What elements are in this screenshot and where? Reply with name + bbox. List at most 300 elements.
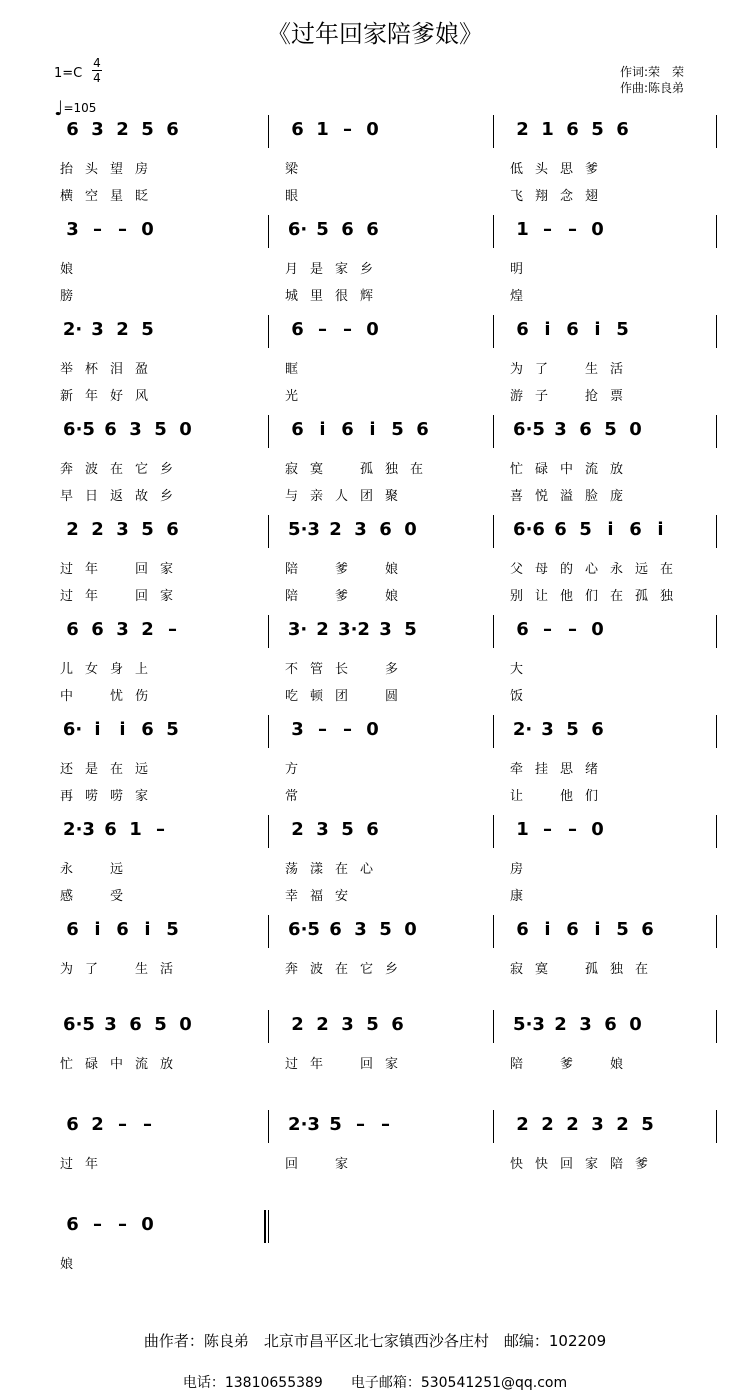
barline xyxy=(716,915,717,948)
lyric-char: 活 xyxy=(160,962,174,977)
note: 6 xyxy=(366,819,379,840)
lyrics-verse-2 xyxy=(510,385,635,404)
lyric-char: 受 xyxy=(110,889,124,904)
barline xyxy=(716,1010,717,1043)
note: 2 xyxy=(316,619,329,640)
note: – xyxy=(568,619,577,640)
lyric-char: 忙 xyxy=(60,1057,74,1072)
lyric-char: 它 xyxy=(135,462,149,477)
lyric-char: 家 xyxy=(385,1057,399,1072)
barline xyxy=(716,715,717,748)
note: 6 xyxy=(391,1014,404,1035)
lyric-char: 过 xyxy=(60,589,74,604)
lyric-char: 让 xyxy=(535,589,549,604)
note: 3 xyxy=(66,219,79,240)
lyric-char: 在 xyxy=(610,589,624,604)
lyric-char: 远 xyxy=(135,762,149,777)
note: i xyxy=(144,919,151,940)
note: i xyxy=(544,319,551,340)
notes-row xyxy=(510,318,635,342)
lyric-char: 溢 xyxy=(560,489,574,504)
lyrics-verse-2 xyxy=(285,385,310,404)
lyric-char: 故 xyxy=(135,489,149,504)
lyric-char: 让 xyxy=(510,789,524,804)
lyric-char: 娘 xyxy=(385,562,399,577)
lyric-char: 为 xyxy=(510,362,524,377)
note: i xyxy=(94,719,101,740)
note: 2· xyxy=(62,319,83,340)
lyric-char: 回 xyxy=(360,1057,374,1072)
notes-row xyxy=(285,1113,398,1137)
note: 6 xyxy=(291,419,304,440)
note: 0 xyxy=(404,919,417,940)
lyric-char: 安 xyxy=(335,889,349,904)
note: – xyxy=(343,719,352,740)
note: 0 xyxy=(591,219,604,240)
lyrics-verse-2 xyxy=(285,785,310,804)
lyric-char: 头 xyxy=(85,162,99,177)
lyric-char: 团 xyxy=(360,489,374,504)
lyric-char: 身 xyxy=(110,662,124,677)
note: 6 xyxy=(66,919,79,940)
note: 2 xyxy=(554,1014,567,1035)
lyric-char: 回 xyxy=(560,1157,574,1172)
lyric-char: 悦 xyxy=(535,489,549,504)
note: 2 xyxy=(566,1114,579,1135)
lyric-char: 独 xyxy=(610,962,624,977)
note: 5 xyxy=(616,919,629,940)
footer-contact: 电话：13810655389 电子邮箱：530541251@qq.com xyxy=(182,1375,568,1391)
lyric-char: 眶 xyxy=(285,362,299,377)
barline xyxy=(716,815,717,848)
lyric-char: 奔 xyxy=(60,462,74,477)
lyric-char: 波 xyxy=(85,462,99,477)
note: 0 xyxy=(366,319,379,340)
note: 6 xyxy=(166,119,179,140)
lyric-char: 梁 xyxy=(285,162,299,177)
notes-row xyxy=(285,418,435,442)
barline xyxy=(716,1110,717,1143)
lyric-char: 他 xyxy=(560,789,574,804)
lyric-char: 早 xyxy=(60,489,74,504)
note: 3 xyxy=(291,719,304,740)
score-system xyxy=(0,819,750,926)
lyrics-verse-2 xyxy=(510,185,610,204)
lyric-char: 喜 xyxy=(510,489,524,504)
lyric-char: 心 xyxy=(585,562,599,577)
note: – xyxy=(118,1214,127,1235)
barline xyxy=(268,315,269,348)
lyric-char: 在 xyxy=(660,562,674,577)
lyric-char: 活 xyxy=(610,362,624,377)
notes-row xyxy=(60,218,160,242)
lyric-char: 票 xyxy=(610,389,624,404)
note: 5 xyxy=(154,1014,167,1035)
barline xyxy=(268,915,269,948)
lyric-char: 上 xyxy=(135,662,149,677)
lyric-char: 不 xyxy=(285,662,299,677)
note: – xyxy=(568,219,577,240)
lyric-char: 多 xyxy=(385,662,399,677)
lyric-char: 永 xyxy=(610,562,624,577)
notes-row xyxy=(60,618,185,642)
note: 0 xyxy=(591,619,604,640)
lyric-char: 家 xyxy=(335,262,349,277)
note: 5 xyxy=(616,319,629,340)
notes-row xyxy=(60,1213,160,1237)
barline xyxy=(268,715,269,748)
lyric-char: 家 xyxy=(135,789,149,804)
note: 6 xyxy=(129,1014,142,1035)
lyric-char: 放 xyxy=(160,1057,174,1072)
notes-row xyxy=(510,418,648,442)
lyric-char: 念 xyxy=(560,189,574,204)
note: 6 xyxy=(141,719,154,740)
note: 3 xyxy=(354,519,367,540)
lyric-char: 回 xyxy=(135,589,149,604)
lyric-char: 方 xyxy=(285,762,299,777)
lyric-char: 吃 xyxy=(285,689,299,704)
barline xyxy=(493,215,494,248)
lyric-char: 爹 xyxy=(635,1157,649,1172)
note: 2 xyxy=(516,119,529,140)
note: 6 xyxy=(554,519,567,540)
barline xyxy=(493,415,494,448)
lyric-char: 忙 xyxy=(510,462,524,477)
barline xyxy=(268,215,269,248)
lyric-char: 明 xyxy=(510,262,524,277)
lyric-char: 孤 xyxy=(635,589,649,604)
note: 2 xyxy=(116,319,129,340)
barline xyxy=(716,415,717,448)
lyrics-verse-1 xyxy=(285,258,385,277)
lyric-char: 们 xyxy=(585,789,599,804)
note: 6 xyxy=(579,419,592,440)
note: 5 xyxy=(604,419,617,440)
lyric-char: 生 xyxy=(585,362,599,377)
note: 2 xyxy=(291,819,304,840)
notes-row xyxy=(510,518,673,542)
lyric-char: 流 xyxy=(135,1057,149,1072)
note: – xyxy=(568,819,577,840)
lyric-char: 寂 xyxy=(510,962,524,977)
notes-row xyxy=(510,618,610,642)
lyric-char: 永 xyxy=(60,862,74,877)
note: – xyxy=(343,319,352,340)
note: 3 xyxy=(129,419,142,440)
lyrics-verse-1 xyxy=(510,858,535,877)
note: 6 xyxy=(604,1014,617,1035)
lyric-char: 陪 xyxy=(610,1157,624,1172)
score-system xyxy=(0,719,750,826)
barline xyxy=(493,715,494,748)
lyric-char: 孤 xyxy=(360,462,374,477)
lyric-char: 为 xyxy=(60,962,74,977)
lyric-char: 举 xyxy=(60,362,74,377)
lyrics-verse-1 xyxy=(60,158,160,177)
final-barline xyxy=(264,1210,266,1243)
lyric-char: 乡 xyxy=(385,962,399,977)
lyric-char: 独 xyxy=(385,462,399,477)
notes-row xyxy=(60,418,198,442)
lyrics-verse-2 xyxy=(60,185,160,204)
lyrics-verse-2 xyxy=(510,885,535,904)
lyric-char: 康 xyxy=(510,889,524,904)
lyric-char: 房 xyxy=(510,862,524,877)
lyric-char: 庞 xyxy=(610,489,624,504)
lyric-char: 碌 xyxy=(85,1057,99,1072)
note: 5 xyxy=(141,519,154,540)
note: 5 xyxy=(379,919,392,940)
lyric-char: 在 xyxy=(410,462,424,477)
lyric-char: 年 xyxy=(85,389,99,404)
score-system xyxy=(0,519,750,626)
note: – xyxy=(381,1114,390,1135)
note: 3 xyxy=(341,1014,354,1035)
final-barline-thin xyxy=(268,1210,269,1243)
note: 6 xyxy=(516,919,529,940)
note: 5 xyxy=(154,419,167,440)
note: 6· xyxy=(287,219,308,240)
notes-row xyxy=(60,318,160,342)
note: 6·5 xyxy=(63,419,95,440)
note: 6 xyxy=(566,919,579,940)
barline xyxy=(493,815,494,848)
note: 5 xyxy=(591,119,604,140)
note: 6 xyxy=(416,419,429,440)
barline xyxy=(716,615,717,648)
notes-row xyxy=(285,918,423,942)
note: 6 xyxy=(291,319,304,340)
lyric-char: 里 xyxy=(310,289,324,304)
note: 3· xyxy=(287,619,308,640)
note: – xyxy=(318,319,327,340)
note: – xyxy=(343,119,352,140)
lyric-char: 碌 xyxy=(535,462,549,477)
lyricist: 作词:荣 荣 xyxy=(620,65,685,79)
lyric-char: 回 xyxy=(285,1157,299,1172)
barline xyxy=(493,915,494,948)
lyrics-verse-1 xyxy=(60,558,185,577)
note: – xyxy=(118,1114,127,1135)
lyric-char: 月 xyxy=(285,262,299,277)
note: 6·5 xyxy=(63,1014,95,1035)
lyrics-verse-1 xyxy=(285,1153,360,1172)
note: 6 xyxy=(104,419,117,440)
note: 1 xyxy=(541,119,554,140)
lyrics-verse-1 xyxy=(510,1153,660,1172)
note: 2 xyxy=(516,1114,529,1135)
note: 6 xyxy=(66,1214,79,1235)
barline xyxy=(716,315,717,348)
notes-row xyxy=(285,118,385,142)
note: 6 xyxy=(291,119,304,140)
notes-row xyxy=(60,718,185,742)
lyric-char: 翔 xyxy=(535,189,549,204)
lyric-char: 奔 xyxy=(285,962,299,977)
lyric-char: 娘 xyxy=(385,589,399,604)
note: i xyxy=(594,319,601,340)
note: 6 xyxy=(366,219,379,240)
note: – xyxy=(318,719,327,740)
lyric-char: 很 xyxy=(335,289,349,304)
lyric-char: 寞 xyxy=(310,462,324,477)
lyric-char: 在 xyxy=(335,962,349,977)
note: 2 xyxy=(116,119,129,140)
lyric-char: 陪 xyxy=(285,589,299,604)
note: 3 xyxy=(579,1014,592,1035)
score-system xyxy=(0,419,750,526)
note: 2 xyxy=(316,1014,329,1035)
note: 6· xyxy=(62,719,83,740)
note: 0 xyxy=(366,719,379,740)
barline xyxy=(493,1010,494,1043)
lyric-char: 是 xyxy=(310,262,324,277)
note: 1 xyxy=(316,119,329,140)
lyric-char: 别 xyxy=(510,589,524,604)
lyric-char: 他 xyxy=(560,589,574,604)
note: 5 xyxy=(404,619,417,640)
note: 2 xyxy=(329,519,342,540)
lyric-char: 游 xyxy=(510,389,524,404)
lyric-char: 寂 xyxy=(285,462,299,477)
lyrics-verse-2 xyxy=(510,585,685,604)
lyrics-verse-1 xyxy=(60,958,185,977)
lyric-char: 眨 xyxy=(135,189,149,204)
lyric-char: 爹 xyxy=(585,162,599,177)
lyric-char: 好 xyxy=(110,389,124,404)
lyric-char: 乡 xyxy=(360,262,374,277)
note: 5 xyxy=(141,319,154,340)
barline xyxy=(493,115,494,148)
note: 6·6 xyxy=(513,519,545,540)
lyrics-verse-2 xyxy=(60,685,160,704)
note: 2·3 xyxy=(63,819,95,840)
lyric-char: 波 xyxy=(310,962,324,977)
notes-row xyxy=(510,718,610,742)
lyric-char: 快 xyxy=(535,1157,549,1172)
lyric-char: 爹 xyxy=(335,562,349,577)
score-system xyxy=(0,919,750,1026)
key-signature: 1=C xyxy=(54,66,83,81)
lyrics-verse-1 xyxy=(510,658,535,677)
note: – xyxy=(156,819,165,840)
lyrics-verse-1 xyxy=(285,158,310,177)
lyrics-verse-1 xyxy=(285,458,435,477)
note: 1 xyxy=(129,819,142,840)
tempo-value: =105 xyxy=(63,101,97,115)
lyrics-verse-2 xyxy=(285,685,410,704)
notes-row xyxy=(285,318,385,342)
lyric-char: 独 xyxy=(660,589,674,604)
lyric-char: 眼 xyxy=(285,189,299,204)
note: 6 xyxy=(91,619,104,640)
lyric-char: 母 xyxy=(535,562,549,577)
lyrics-verse-2 xyxy=(285,185,310,204)
note: 2· xyxy=(512,719,533,740)
lyric-char: 辉 xyxy=(360,289,374,304)
notes-row xyxy=(285,218,385,242)
lyric-char: 过 xyxy=(285,1057,299,1072)
notes-row xyxy=(285,1013,410,1037)
note: 6 xyxy=(66,1114,79,1135)
lyric-char: 孤 xyxy=(585,962,599,977)
barline xyxy=(716,115,717,148)
lyric-char: 的 xyxy=(560,562,574,577)
note: 2 xyxy=(91,519,104,540)
lyrics-verse-2 xyxy=(60,785,160,804)
score-system xyxy=(0,319,750,426)
note: 6 xyxy=(66,119,79,140)
lyric-char: 快 xyxy=(510,1157,524,1172)
note: 5 xyxy=(141,119,154,140)
note: – xyxy=(118,219,127,240)
note: 6 xyxy=(516,319,529,340)
lyric-char: 饭 xyxy=(510,689,524,704)
barline xyxy=(493,315,494,348)
note: 5 xyxy=(166,919,179,940)
notes-row xyxy=(285,518,423,542)
note: 6·5 xyxy=(513,419,545,440)
lyric-char: 在 xyxy=(335,862,349,877)
note: – xyxy=(143,1114,152,1135)
barline xyxy=(716,215,717,248)
lyric-char: 大 xyxy=(510,662,524,677)
lyric-char: 低 xyxy=(510,162,524,177)
note: 0 xyxy=(404,519,417,540)
lyrics-verse-1 xyxy=(60,458,185,477)
note: 0 xyxy=(366,119,379,140)
lyric-char: 膀 xyxy=(60,289,74,304)
lyric-char: 陪 xyxy=(510,1057,524,1072)
barline xyxy=(268,415,269,448)
barline xyxy=(268,115,269,148)
notes-row xyxy=(60,518,185,542)
note: 5 xyxy=(316,219,329,240)
note: 3 xyxy=(354,919,367,940)
quarter-note-icon: ♩ xyxy=(54,96,64,120)
lyric-char: 煌 xyxy=(510,289,524,304)
lyric-char: 顿 xyxy=(310,689,324,704)
lyric-char: 了 xyxy=(85,962,99,977)
lyric-char: 乡 xyxy=(160,462,174,477)
time-sig-bottom: 4 xyxy=(93,71,101,85)
note: 2 xyxy=(91,1114,104,1135)
barline xyxy=(716,515,717,548)
lyric-char: 还 xyxy=(60,762,74,777)
lyric-char: 常 xyxy=(285,789,299,804)
lyric-char: 子 xyxy=(535,389,549,404)
lyric-char: 年 xyxy=(85,1157,99,1172)
lyric-char: 聚 xyxy=(385,489,399,504)
lyric-char: 女 xyxy=(85,662,99,677)
lyric-char: 翅 xyxy=(585,189,599,204)
lyric-char: 漾 xyxy=(310,862,324,877)
lyric-char: 飞 xyxy=(510,189,524,204)
notes-row xyxy=(60,1013,198,1037)
note: 0 xyxy=(591,819,604,840)
note: 2 xyxy=(616,1114,629,1135)
barline xyxy=(493,515,494,548)
lyrics-verse-1 xyxy=(510,458,635,477)
lyric-char: 挂 xyxy=(535,762,549,777)
note: 0 xyxy=(141,1214,154,1235)
lyrics-verse-1 xyxy=(285,358,310,377)
lyric-char: 爹 xyxy=(335,589,349,604)
lyrics-verse-2 xyxy=(510,285,535,304)
note: 3·2 xyxy=(338,619,370,640)
lyric-char: 幸 xyxy=(285,889,299,904)
